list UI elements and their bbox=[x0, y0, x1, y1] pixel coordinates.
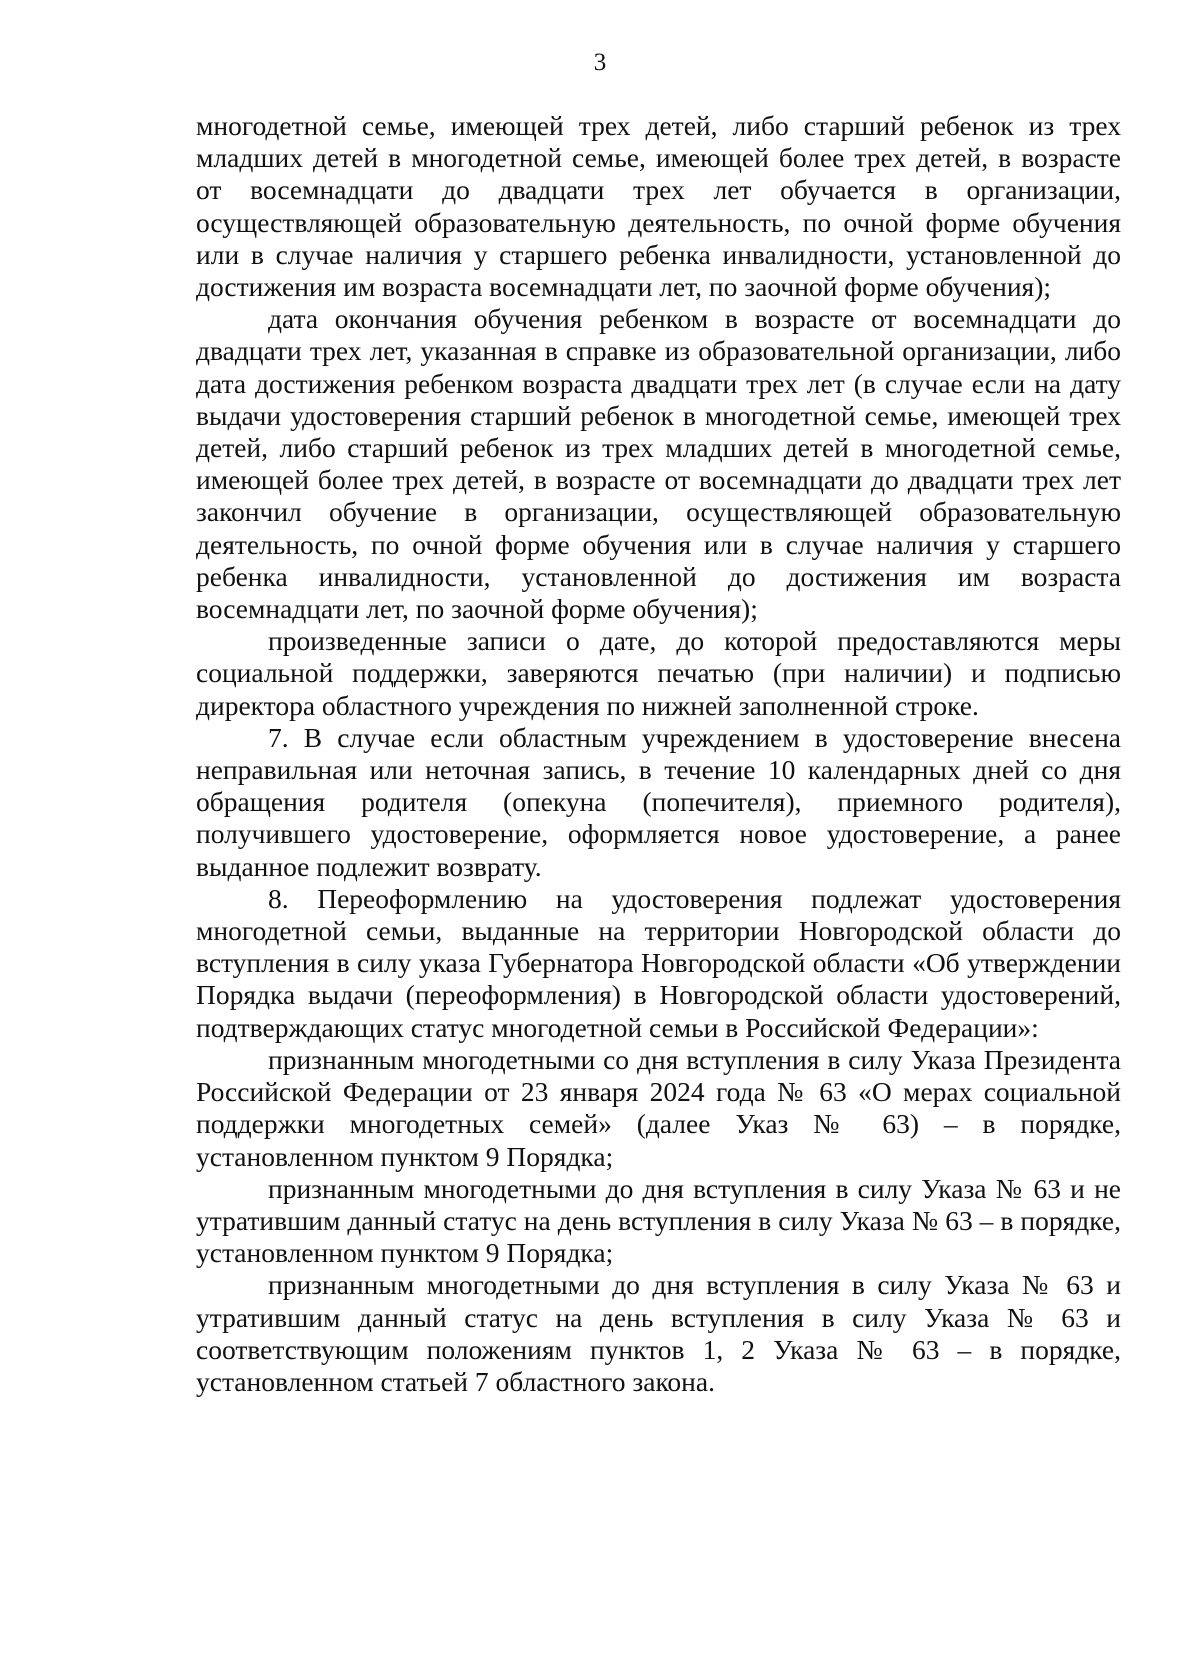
page-number: 3 bbox=[593, 49, 607, 76]
paragraph-recognized-before-decree-retained: признанным многодетными до дня вступления в силу Указа № 63 и не утратившим данный статус на день вступления в силу Указа № 63 – в порядке, установленном пунктом 9 Порядка; bbox=[196, 1172, 1121, 1269]
paragraph-item-7: 7. В случае если областным учреждением в удостоверение внесена неправильная или неточная запись, в течение 10 календарных дней со дня обращения родителя (опекуна (попечителя), приемного родителя), получившего удостоверение, оформляется новое удостоверение, а ранее выданное подлежит возврату. bbox=[196, 721, 1121, 882]
paragraph-study-end-date: дата окончания обучения ребенком в возрасте от восемнадцати до двадцати трех лет, указанная в справке из образовательной организации, либо дата достижения ребенком возраста двадцати трех лет (в случае если на дату выдачи удостоверения старший ребенок в многодетной семье, имеющей трех детей, либо старший ребенок из трех младших детей в многодетной семье, имеющей более трех детей, в возрасте от восемнадцати до двадцати трех лет закончил обучение в организации, осуществляющей образовательную деятельность, по очной форме обучения или в случае наличия у старшего ребенка инвалидности, установленной до достижения им возраста восемнадцати лет, по заочной форме обучения); bbox=[196, 303, 1121, 625]
paragraph-continuation: многодетной семье, имеющей трех детей, либо старший ребенок из трех младших детей в многодетной семье, имеющей более трех детей, в возрасте от восемнадцати до двадцати трех лет обучается в организации, осуществляющей образовательную деятельность, по очной форме обучения или в случае наличия у старшего ребенка инвалидности, установленной до достижения им возраста восемнадцати лет, по заочной форме обучения); bbox=[196, 110, 1121, 303]
paragraph-recognized-since-decree: признанным многодетными со дня вступления в силу Указа Президента Российской Федерации от 23 января 2024 года № 63 «О мерах социальной поддержки многодетных семей» (далее Указ № 63) – в порядке, установленном пунктом 9 Порядка; bbox=[196, 1043, 1121, 1172]
paragraph-records-certification: произведенные записи о дате, до которой предоставляются меры социальной поддержки, заверяются печатью (при наличии) и подписью директора областного учреждения по нижней заполненной строке. bbox=[196, 625, 1121, 721]
paragraph-item-8: 8. Переоформлению на удостоверения подлежат удостоверения многодетной семьи, выданные на территории Новгородской области до вступления в силу указа Губернатора Новгородской области «Об утверждении Порядка выдачи (переоформления) в Новгородской области удостоверений, подтверждающих статус многодетной семьи в Российской Федерации»: bbox=[196, 882, 1121, 1043]
document-body bbox=[196, 110, 1121, 1398]
paragraph-recognized-before-decree-lost: признанным многодетными до дня вступления в силу Указа № 63 и утратившим данный статус на день вступления в силу Указа № 63 и соответствующим положениям пунктов 1, 2 Указа № 63 – в порядке, установленном статьей 7 областного закона. bbox=[196, 1269, 1121, 1397]
